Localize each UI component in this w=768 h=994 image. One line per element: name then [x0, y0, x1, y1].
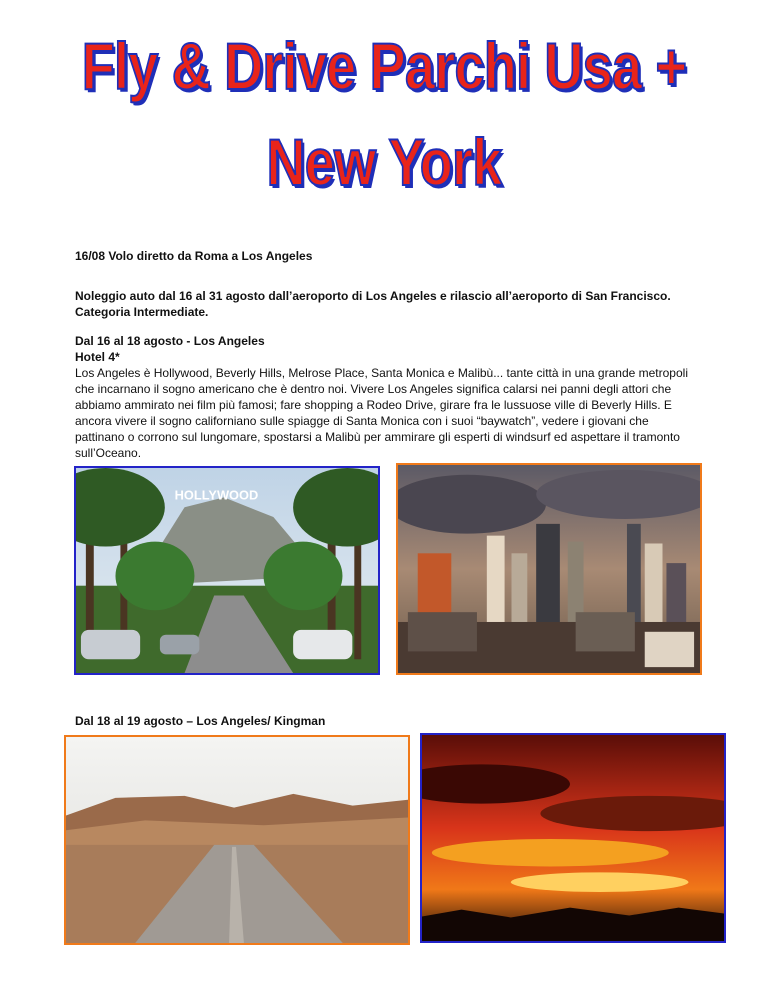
- title-line-1: Fly & Drive Parchi Usa +: [81, 29, 687, 103]
- la-skyline-photo: [396, 463, 702, 675]
- car-rental-line-2: Categoria Intermediate.: [75, 305, 209, 319]
- title-line-2: New York: [266, 125, 502, 199]
- desert-road-photo: [64, 735, 410, 945]
- flight-info: 16/08 Volo diretto da Roma a Los Angeles: [75, 249, 313, 263]
- kingman-section-heading: Dal 18 al 19 agosto – Los Angeles/ Kingman: [75, 714, 326, 728]
- la-hotel-category: Hotel 4*: [75, 350, 120, 364]
- la-description: Los Angeles è Hollywood, Beverly Hills, Melrose Place, Santa Monica e Malibù... tante città in una grande metropoli che incarnano il sogno americano che è dentro noi. Vivere Los Angeles significa calarsi nei panni degli attori che abbiamo ammirato nei film più famosi; fare shopping a Rodeo Drive, girare fra le lussuose ville di Beverly Hills. E ancora vivere il sogno californiano sulle spiagge di Santa Monica con i suoi “baywatch”, vedere i giovani che pattinano o corrono sul lungomare, spostarsi a Malibù per ammirare gli esperti di windsurf ed aspettare il tramonto sull’Oceano.: [75, 366, 688, 460]
- hollywood-street-photo: [74, 466, 380, 675]
- sunset-sky-photo: [420, 733, 726, 943]
- hollywood-sign-text: HOLLYWOOD: [174, 487, 259, 503]
- car-rental-line-1: Noleggio auto dal 16 al 31 agosto dall’aeroporto di Los Angeles e rilascio all’aeroporto di San Francisco.: [75, 289, 671, 303]
- la-section-heading: Dal 16 al 18 agosto - Los Angeles: [75, 334, 265, 348]
